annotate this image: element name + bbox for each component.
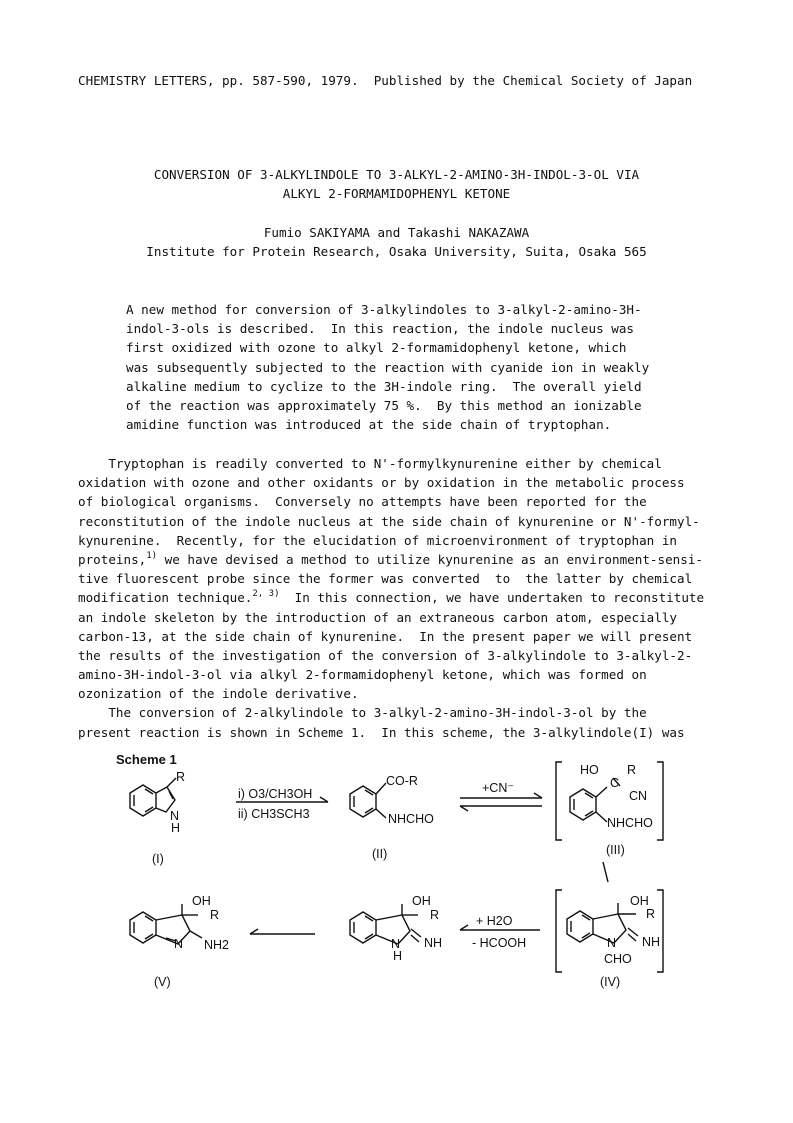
compound-V-label: (V) <box>154 975 171 989</box>
scheme-title: Scheme 1 <box>116 752 177 767</box>
abstract-line: first oxidized with ozone to alkyl 2-formamidophenyl ketone, which <box>126 340 627 356</box>
reaction-scheme <box>110 750 685 1000</box>
body-line: carbon-13, at the side chain of kynurenine. In the present paper we will present <box>78 628 693 644</box>
compound-II-label: (II) <box>372 847 388 861</box>
reference-superscript: 2, 3) <box>252 589 280 600</box>
body-text-span: proteins, <box>78 551 147 567</box>
reaction-arrow-3-head <box>460 925 468 930</box>
compound-V-N: N <box>174 937 184 951</box>
reagent-ozone: i) O3/CH3OH <box>238 787 313 801</box>
compound-V-R: R <box>210 908 220 922</box>
bracket-left-2 <box>556 890 562 972</box>
paper-title-line-2: ALKYL 2-FORMAMIDOPHENYL KETONE <box>282 186 511 201</box>
body-text-span: In this connection, we have undertaken to reconstitute <box>279 590 705 606</box>
compound-II-COR: CO-R <box>386 774 418 788</box>
compound-I-R: R <box>176 770 186 784</box>
compound-III-R: R <box>627 763 637 777</box>
body-line: ozonization of the indole derivative. <box>78 686 359 702</box>
body-line: kynurenine. Recently, for the elucidation of microenvironment of tryptophan in <box>78 532 677 548</box>
reagent-dms: ii) CH3SCH3 <box>238 807 310 821</box>
body-line: present reaction is shown in Scheme 1. In this scheme, the 3-alkylindole(I) was <box>78 724 685 740</box>
compound-I-H: H <box>171 821 181 835</box>
body-line: tive fluorescent probe since the former was converted to the latter by chemical <box>78 571 693 587</box>
compound-III-label: (III) <box>606 843 625 857</box>
compound-V-NH2: NH2 <box>204 938 230 952</box>
reagent-formic-acid: - HCOOH <box>472 936 527 950</box>
abstract <box>126 300 649 434</box>
body-text-span: we have devised a method to utilize kynurenine as an environment-sensi- <box>157 551 704 567</box>
body-line <box>78 550 704 569</box>
journal-header: CHEMISTRY LETTERS, pp. 587-590, 1979. Published by the Chemical Society of Japan <box>78 73 693 88</box>
compound-I-N: N <box>170 809 180 823</box>
body-line: the results of the investigation of the conversion of 3-alkylindole to 3-alkyl-2- <box>78 647 693 663</box>
intermediate-NH: NH <box>424 936 443 950</box>
reaction-arrow-1-head <box>320 797 328 802</box>
compound-IV-label: (IV) <box>600 975 621 989</box>
reference-superscript: 1) <box>146 550 158 561</box>
body-line: of biological organisms. Conversely no attempts have been reported for the <box>78 494 647 510</box>
compound-IV-NH: NH <box>642 935 661 949</box>
equilibrium-arrow-back-head <box>460 806 468 811</box>
equilibrium-arrow-forward-head <box>534 793 542 798</box>
body-line: oxidation with ozone and other oxidants or by oxidation in the metabolic process <box>78 475 685 491</box>
compound-IV-R: R <box>646 907 656 921</box>
abstract-line: of the reaction was approximately 75 %. By this method an ionizable <box>126 397 642 413</box>
reaction-arrow-4-head <box>250 929 258 934</box>
reagent-cyanide: +CN⁻ <box>482 781 514 795</box>
body-line: Tryptophan is readily converted to N'-formylkynurenine either by chemical <box>78 456 662 471</box>
compound-IV-N: N <box>607 936 617 950</box>
compound-IV-OH: OH <box>630 894 649 908</box>
body-line <box>78 588 704 607</box>
intermediate-R: R <box>430 908 440 922</box>
compound-III-HO: HO <box>580 763 599 777</box>
bracket-left <box>556 762 562 840</box>
bracket-right <box>657 762 663 840</box>
body-line: The conversion of 2-alkylindole to 3-alkyl-2-amino-3H-indol-3-ol by the <box>78 705 647 721</box>
body-text <box>78 454 704 742</box>
abstract-line: alkaline medium to cyclize to the 3H-indole ring. The overall yield <box>126 378 642 394</box>
intermediate-H: H <box>393 949 403 963</box>
body-text-span: modification technique. <box>78 590 253 606</box>
compound-II-structure <box>350 783 386 818</box>
body-line: amino-3H-indol-3-ol via alkyl 2-formamidophenyl ketone, which was formed on <box>78 667 647 683</box>
institution: Institute for Protein Research, Osaka University, Suita, Osaka 565 <box>146 244 647 259</box>
paper-title-line-1: CONVERSION OF 3-ALKYLINDOLE TO 3-ALKYL-2-AMINO-3H-INDOL-3-OL VIA <box>153 167 640 182</box>
compound-III-CN: CN <box>629 789 648 803</box>
compound-I-label: (I) <box>152 852 164 866</box>
body-line: an indole skeleton by the introduction of an extraneous carbon atom, especially <box>78 609 677 625</box>
authors: Fumio SAKIYAMA and Takashi NAKAZAWA <box>263 225 530 240</box>
compound-III-C: C <box>610 776 620 790</box>
abstract-line: A new method for conversion of 3-alkylindoles to 3-alkyl-2-amino-3H- <box>126 302 642 317</box>
compound-II-NHCHO: NHCHO <box>388 812 434 826</box>
reagent-water: + H2O <box>476 914 513 928</box>
abstract-line: was subsequently subjected to the reaction with cyanide ion in weakly <box>126 359 650 375</box>
compound-IV-CHO: CHO <box>604 952 632 966</box>
compound-intermediate-structure <box>350 904 421 944</box>
compound-III-NHCHO: NHCHO <box>607 816 653 830</box>
compound-IV-structure <box>567 903 638 943</box>
intermediate-N: N <box>391 937 401 951</box>
abstract-line: amidine function was introduced at the side chain of tryptophan. <box>126 417 612 433</box>
arrow-down <box>603 862 608 882</box>
body-line: reconstitution of the indole nucleus at the side chain of kynurenine or N'-formyl- <box>78 513 700 529</box>
bracket-right-2 <box>657 890 663 972</box>
intermediate-OH: OH <box>412 894 431 908</box>
abstract-line: indol-3-ols is described. In this reaction, the indole nucleus was <box>126 321 634 337</box>
compound-V-structure <box>130 904 202 944</box>
compound-V-OH: OH <box>192 894 211 908</box>
